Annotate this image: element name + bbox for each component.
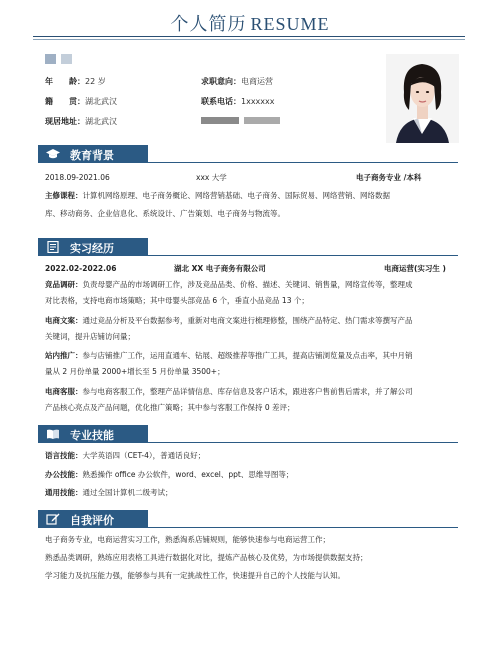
title-divider-thin <box>33 39 465 40</box>
skill-label: 语言技能： <box>45 451 83 460</box>
decor-square <box>45 54 56 64</box>
skill-label: 通用技能： <box>45 488 83 497</box>
phone-value: 1xxxxxx <box>241 97 275 106</box>
skill-label: 办公技能： <box>45 470 83 479</box>
evaluation-line: 电子商务专业，电商运营实习工作，熟悉淘系店铺规则，能够快速参与电商运营工作； <box>45 535 330 544</box>
internship-divider <box>38 255 458 256</box>
education-divider <box>38 162 458 163</box>
skills-heading: 专业技能 <box>70 429 114 442</box>
skill-item <box>45 468 293 481</box>
intent-label: 求职意向： <box>201 77 241 86</box>
age-label: 年 龄： <box>45 77 85 86</box>
education-school: xxx 大学 <box>196 173 227 182</box>
residence-value: 湖北武汉 <box>85 117 117 126</box>
evaluation-line: 熟悉品类调研，熟练应用表格工具进行数据化对比，提炼产品核心及优势，为市场提供数据支持； <box>45 553 368 562</box>
phone-row <box>201 96 275 107</box>
hometown-label: 籍 贯： <box>45 97 85 106</box>
item-line2: 量从 2 月份单量 2000+增长至 5 月份单量 3500+； <box>45 367 225 376</box>
graduation-cap-icon <box>46 148 60 160</box>
courses-line2: 库、移动商务、企业信息化、系统设计、广告策划、电子商务与物流等。 <box>45 209 285 218</box>
skills-heading-bar <box>38 425 148 443</box>
internship-company: 湖北 XX 电子商务有限公司 <box>174 264 266 273</box>
age-row <box>45 76 106 87</box>
internship-heading-bar <box>38 238 148 256</box>
hometown-row <box>45 96 117 107</box>
item-label: 竞品调研： <box>45 280 83 289</box>
item-line1: 负责母婴产品的市场调研工作，涉及竞品品类、价格、描述、关键词、销售量，网络宣传等，整理成 <box>82 280 413 289</box>
evaluation-heading: 自我评价 <box>70 514 114 527</box>
intent-row <box>201 76 273 87</box>
skill-text: 熟悉操作 office 办公软件，word、excel、ppt、思维导图等； <box>82 470 294 479</box>
residence-label: 现居地址： <box>45 117 85 126</box>
courses-line1: 计算机网络原理、电子商务概论、网络营销基础、电子商务、国际贸易、网络营销、网络数据 <box>82 191 390 200</box>
evaluation-heading-bar <box>38 510 148 528</box>
item-line1: 参与电商客服工作，整理产品详情信息、库存信息及客户话术，跟进客户售前售后需求，并了解公司 <box>82 387 413 396</box>
profile-photo <box>386 54 459 143</box>
education-heading: 教育背景 <box>70 149 114 162</box>
phone-label: 联系电话： <box>201 97 241 106</box>
title-cn: 个人简历 <box>170 14 247 35</box>
internship-heading: 实习经历 <box>70 242 114 255</box>
internship-item <box>45 385 465 398</box>
book-icon <box>46 428 60 440</box>
item-line2: 关键词，提升店铺访问量； <box>45 332 135 341</box>
item-line2: 产品核心亮点及产品问题，优化推广策略；其中参与客服工作保持 0 差评； <box>45 403 295 412</box>
courses-label: 主修课程： <box>45 191 83 200</box>
internship-role: 电商运营(实习生 ) <box>384 264 446 273</box>
item-line2: 对比表格，支持电商市场策略；其中母婴头部竞品 6 个，垂直小品竞品 13 个； <box>45 296 309 305</box>
internship-item <box>45 314 465 327</box>
redacted-label <box>201 117 239 124</box>
item-line1: 通过竞品分析及平台数据参考，重新对电商文案进行梳理修整，围绕产品特定、热门需求等撰写产品 <box>82 316 413 325</box>
item-line1: 参与店铺推广工作，运用直通车、钻展、超级推荐等推广工具，提高店铺浏览量及点击率，其中月销 <box>82 351 413 360</box>
hometown-value: 湖北武汉 <box>85 97 117 106</box>
education-period: 2018.09-2021.06 <box>45 173 110 182</box>
age-value: 22 岁 <box>85 77 106 86</box>
skill-item <box>45 486 173 499</box>
evaluation-divider <box>38 527 458 528</box>
redacted-value <box>244 117 280 124</box>
internship-item <box>45 349 465 362</box>
evaluation-line: 学习能力及抗压能力强，能够参与具有一定挑战性工作，快速提升自己的个人技能与认知。 <box>45 571 345 580</box>
decor-square <box>61 54 72 64</box>
internship-item <box>45 278 465 291</box>
page-title <box>0 10 500 36</box>
skill-text: 通过全国计算机二级考试； <box>82 488 173 497</box>
document-icon <box>46 241 60 253</box>
item-label: 电商文案： <box>45 316 83 325</box>
edit-icon <box>46 513 60 525</box>
residence-row <box>45 116 117 127</box>
item-label: 电商客服： <box>45 387 83 396</box>
title-en: RESUME <box>250 14 330 34</box>
intent-value: 电商运营 <box>241 77 273 86</box>
education-heading-bar <box>38 145 148 163</box>
skill-item <box>45 449 205 462</box>
education-courses <box>45 189 465 202</box>
skills-divider <box>38 442 458 443</box>
internship-period: 2022.02-2022.06 <box>45 264 117 273</box>
skill-text: 大学英语四（CET-4），普通话良好； <box>82 451 206 460</box>
education-major: 电子商务专业 /本科 <box>356 173 422 182</box>
item-label: 站内推广： <box>45 351 83 360</box>
title-divider <box>33 36 465 37</box>
